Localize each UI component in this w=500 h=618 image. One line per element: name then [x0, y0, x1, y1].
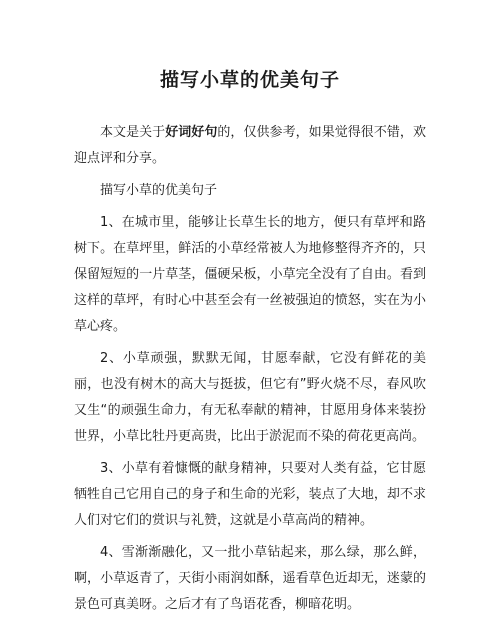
- intro-keyword: 好词好句: [165, 125, 218, 140]
- intro-prefix: 本文是关于: [100, 125, 166, 140]
- paragraph-1: 1、在城市里，能够让长草生长的地方，便只有草坪和路树下。在草坪里，鲜活的小草经常被人为地修整得齐齐的，只保留短短的一片草茎，僵硬呆板，小草完全没有了自由。看到这样的草坪，有时心中甚至会有一丝被强迫的愤怒，实在为小草心疼。: [74, 215, 426, 334]
- intro-suffix: 的，仅供参考，如果觉得很不错，欢迎点评和分享。: [74, 125, 426, 166]
- paragraph-2: 2、小草顽强，默默无闻，甘愿奉献，它没有鲜花的美丽，也没有树木的高大与挺拔，但它有”野火烧不尽，春风吹又生“的顽强生命力，有无私奉献的精神，甘愿用身体来装扮世界，小草比牡丹更高贵，比出于淤泥而不染的荷花更高尚。: [74, 351, 426, 444]
- paragraph-3: 3、小草有着慷慨的献身精神，只要对人类有益，它甘愿牺牲自己它用自己的身子和生命的光彩，装点了大地，却不求人们对它们的赏识与礼赞，这就是小草高尚的精神。: [74, 461, 426, 528]
- document-title: 描写小草的优美句子: [159, 69, 340, 91]
- section-subtitle: 描写小草的优美句子: [100, 183, 218, 198]
- paragraph-4: 4、雪渐渐融化，又一批小草钻起来，那么绿，那么鲜，啊，小草返青了，天街小雨润如酥，遥看草色近却无，迷蒙的景色可真美呀。之后才有了鸟语花香，柳暗花明。: [74, 545, 426, 612]
- intro-paragraph: [74, 120, 426, 172]
